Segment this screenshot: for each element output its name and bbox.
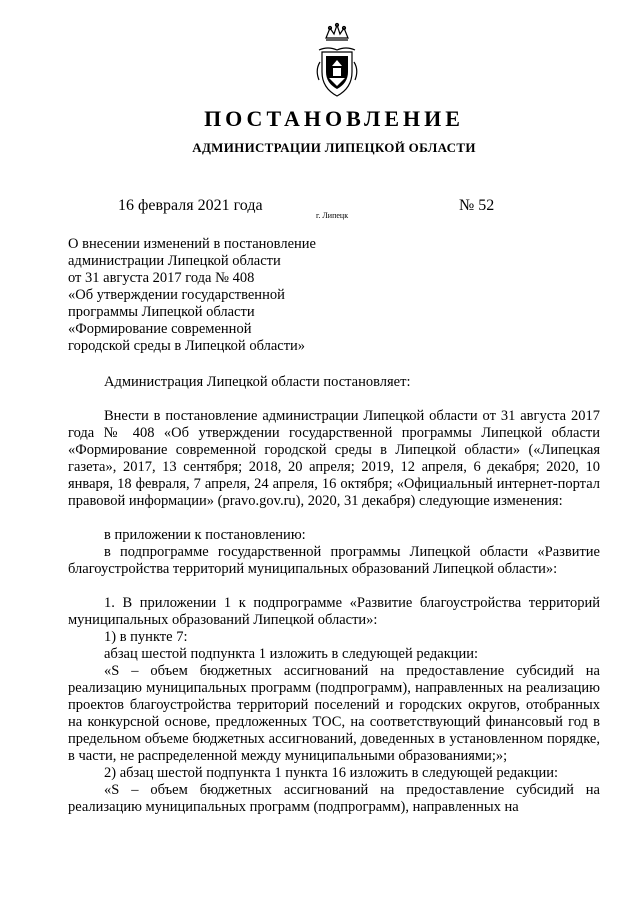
document-title: ПОСТАНОВЛЕНИЕ [204,106,464,131]
subject-line: «Об утверждении государственной [68,287,285,303]
body-paragraph: «S – объем бюджетных ассигнований на предоставление субсидий на реализацию муниципальных программ (подпрограмм), направленных на [68,782,600,815]
body-paragraph: абзац шестой подпункта 1 изложить в следующей редакции: [104,646,479,662]
document-city: г. Липецк [316,211,349,220]
subject-line: городской среды в Липецкой области» [68,338,306,354]
subject-line: О внесении изменений в постановление [68,236,316,252]
document-date: 16 февраля 2021 года [118,197,263,214]
coat-of-arms-icon [316,20,358,100]
body-paragraph: 1) в пункте 7: [104,629,188,645]
subject-line: программы Липецкой области [68,304,255,320]
subject-line: администрации Липецкой области [68,253,281,269]
document-number: № 52 [459,197,495,214]
body-paragraph: «S – объем бюджетных ассигнований на предоставление субсидий на реализацию муниципальных программ (подпрограмм), направленных на реализацию проектов благоустройства территорий поселений и городских округов, отобранных на конкурсной основе, предложенных ТОС, на соответствующий финансовый год в предельном объеме бюджетных ассигнований, доведенных в установленном порядке, в части, не распределенной между муниципальными образованиями;»; [68,663,600,764]
body-paragraph: 1. В приложении 1 к подпрограмме «Развитие благоустройства территорий муниципальных образований Липецкой области»: [68,595,600,628]
document-subject [68,236,358,355]
intro-paragraph: Администрация Липецкой области постановляет: [104,374,411,390]
subject-line: от 31 августа 2017 года № 408 [68,270,255,286]
body-paragraph: 2) абзац шестой подпункта 1 пункта 16 изложить в следующей редакции: [104,765,559,781]
main-paragraph: Внести в постановление администрации Липецкой области от 31 августа 2017 года № 408 «Об утверждении государственной программы Липецкой области «Формирование современной городской среды в Липецкой области» («Липецкая газета», 2017, 13 сентября; 2018, 20 апреля; 2019, 12 апреля, 6 декабря; 2020, 10 января, 18 февраля, 7 апреля, 24 апреля, 16 октября; «Официальный интернет-портал правовой информации» (pravo.gov.ru), 2020, 31 декабря) следующие изменения: [68,408,600,509]
subject-line: «Формирование современной [68,321,252,337]
issuing-authority: АДМИНИСТРАЦИИ ЛИПЕЦКОЙ ОБЛАСТИ [192,140,476,155]
document-body [68,374,600,816]
body-paragraph: в подпрограмме государственной программы Липецкой области «Развитие благоустройства территорий муниципальных образований Липецкой области»: [68,544,600,577]
body-paragraph: в приложении к постановлению: [104,527,306,543]
